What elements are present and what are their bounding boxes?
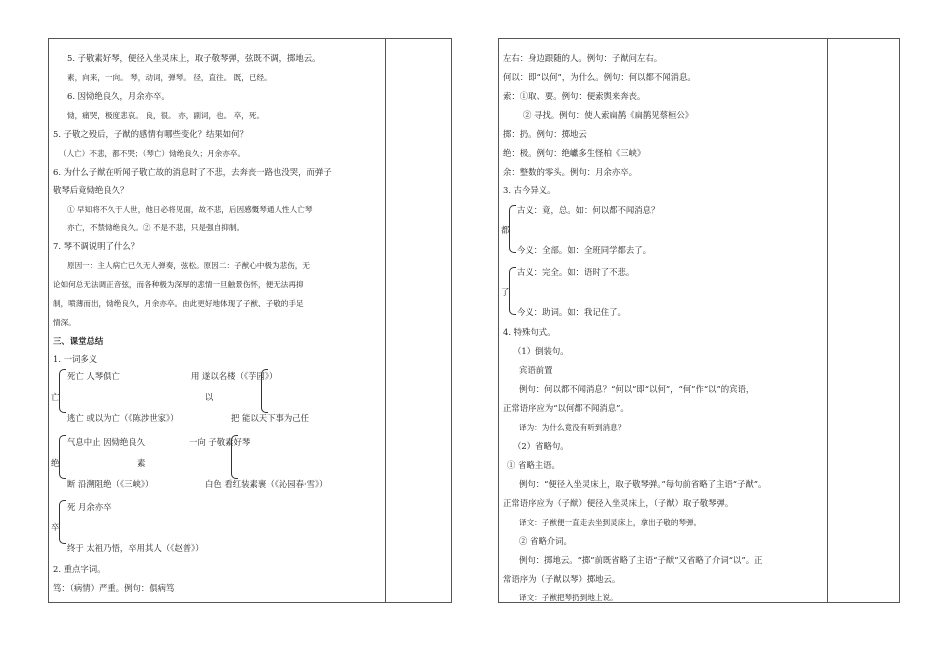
text-line: ① 省略主语。: [507, 460, 560, 470]
translation: 译文：子猷便一直走去坐到灵床上，拿出子敬的琴弹。: [519, 518, 702, 527]
meaning-line: 白色 看红装素裹（《沁园春·雪》）: [205, 479, 328, 489]
word-label: 都: [501, 225, 510, 235]
answer: ① 早知将不久于人世，他日必将见面，故不悲，后因感慨琴通人性人亡琴: [67, 205, 313, 214]
meaning-line: 今义：助词。如：我记住了。: [517, 307, 626, 317]
subheading: 4. 特殊句式。: [503, 327, 556, 337]
meaning-line: 把 能以天下事为己任: [231, 413, 310, 423]
text-line: 例句：掷地云。“掷”前既省略了主语“子猷”又省略了介词“以”。正: [519, 555, 763, 565]
subheading: 1. 一词多义: [53, 354, 98, 364]
text-line: 掷：扔。例句：掷地云: [503, 129, 587, 139]
text-line: 余：整数的零头。例句：月余亦卒。: [503, 167, 637, 177]
question: 6. 为什么子猷在听闻子敬亡故的消息时了不悲，去奔丧一路也没哭，而弹子: [53, 167, 332, 177]
translation: 译为：为什么竟没有听到消息？: [519, 423, 626, 432]
text-line: （2）省略句。: [513, 441, 569, 451]
text-line: 6. 因恸绝良久，月余亦卒。: [67, 91, 170, 101]
brace: [59, 500, 66, 544]
answer: 制，喷薄而出，恸绝良久，月余亦卒。由此更好地体现了子猷、子敬的手足: [53, 299, 304, 308]
left-page: [48, 38, 452, 603]
meaning-line: 用 遂以名楼（《芋园》）: [191, 371, 278, 381]
word-label: 绝: [51, 458, 60, 468]
text-line: 笃：（病情）严重。例句：俱病笃: [53, 583, 175, 593]
answer: 情深。: [53, 318, 76, 327]
meaning-line: 古义：竟，总。如：何以都不闻消息？: [517, 205, 660, 215]
brace: [509, 267, 516, 315]
brace: [59, 369, 66, 413]
answer: 亦亡，不禁恸绝良久。② 不是不悲，只是强自抑制。: [67, 223, 245, 232]
word-label: 以: [205, 392, 214, 402]
text-line: 何以：即“以何”，为什么。例句：何以都不闻消息。: [503, 72, 696, 82]
text-line: 例句：何以都不闻消息？“何以”即“以何”，“何”作“以”的宾语，: [519, 384, 755, 394]
meaning-line: 断 沿溯阻绝（《三峡》）: [67, 479, 154, 489]
text-line: （1）倒装句。: [513, 346, 569, 356]
question: 7. 琴不调说明了什么？: [53, 241, 140, 251]
text-line: 左右：身边跟随的人。例句：子猷问左右。: [503, 53, 663, 63]
text-line: 正常语序应为（子猷）便径入坐灵床上，（子猷）取子敬琴弹。: [503, 498, 734, 508]
right-content-column: [499, 39, 828, 602]
meaning-line: 一向 子敬素好琴: [189, 437, 251, 447]
word-label: 卒: [51, 522, 60, 532]
text-line: ② 省略介词。: [519, 536, 572, 546]
text-line: 素，向来，一向。 琴，动词，弹琴。 径，直往。 既，已经。: [67, 73, 272, 82]
subheading: 3. 古今异义。: [503, 185, 556, 195]
left-content-column: [49, 39, 386, 602]
word-label: 亡: [51, 392, 60, 402]
word-label: 了: [501, 287, 510, 297]
text-line: 常语序为（子猷以琴）掷地云。: [503, 574, 621, 584]
subheading: 2. 重点字词。: [53, 564, 106, 574]
meaning-line: 气息中止 因恸绝良久: [67, 437, 146, 447]
brace: [509, 205, 516, 253]
meaning-line: 终于 太祖乃悟，卒用其人（《赵普》）: [67, 543, 204, 553]
text-line: ② 寻找。例句：使人索扁鹊《扁鹊见蔡桓公》: [523, 110, 694, 120]
word-label: 素: [137, 458, 146, 468]
brace: [59, 435, 66, 479]
text-line: 绝：极。例句：绝巘多生怪柏《三峡》: [503, 148, 646, 158]
text-line: 正常语序应为“以何都不闻消息”。: [503, 403, 629, 413]
meaning-line: 今义：全部。如：全班同学都去了。: [517, 245, 651, 255]
question: 5. 子敬之殁后，子猷的感情有哪些变化？结果如何？: [53, 129, 248, 139]
meaning-line: 古义：完全。如：语时了不悲。: [517, 267, 635, 277]
text-line: 恸，痛哭，极度悲哀。 良，很。 亦，副词，也。 卒，死。: [67, 111, 265, 120]
translation: 译文：子猷把琴扔到地上说。: [519, 593, 618, 602]
meaning-line: 死 月余亦卒: [67, 502, 112, 512]
text-line: 索：①取、要。例句：便索舆来奔丧。: [503, 91, 646, 101]
text-line: 宾语前置: [519, 365, 553, 375]
answer: （人亡）不悲，都不哭；（琴亡）恸绝良久；月余亦卒。: [59, 149, 246, 158]
right-page: [498, 38, 900, 603]
answer: 原因一：主人病亡已久无人弹奏，弦松。原因二：子猷心中极为悲伤，无: [67, 261, 310, 270]
answer: 论如何总无法调正音弦，而各种极为深厚的悲情一旦触景伤怀，便无法再抑: [53, 280, 304, 289]
section-heading: 三、课堂总结: [53, 336, 104, 346]
text-line: 例句：“便径入坐灵床上，取子敬琴弹。”每句前省略了主语“子猷”。: [519, 479, 767, 489]
meaning-line: 死亡 人琴俱亡: [67, 371, 120, 381]
question: 敬琴后竟恸绝良久？: [53, 185, 129, 195]
meaning-line: 逃亡 或以为亡（《陈涉世家》）: [67, 413, 179, 423]
text-line: 5. 子敬素好琴，便径入坐灵床上，取子敬琴弹，弦既不调，掷地云。: [67, 53, 321, 63]
